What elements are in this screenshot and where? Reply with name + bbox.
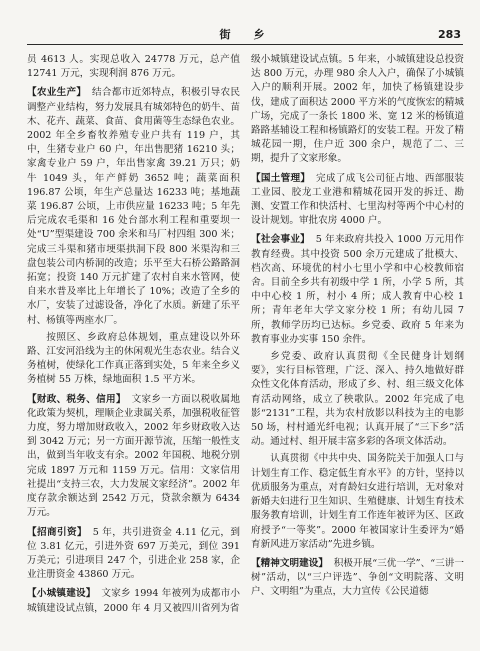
paragraph-continuation <box>27 53 240 81</box>
paragraph-text: 认真贯彻《中共中央、国务院关于加强人口与计划生育工作、稳定低生育水平》的方针，坚持以优质服务为重点，对育龄妇女进行培训，无对象对新婚夫妇进行卫生知识、生殖健康、计划生育技术服务教育培训，计划生育工作连年被评为区、区政府授予“一等奖”。2000 年被国家计生委评为“婚育新风进万家活动”先进乡镇。 <box>251 453 464 550</box>
running-header <box>27 28 463 45</box>
right-column <box>251 53 464 645</box>
section-land-management <box>251 172 464 229</box>
paragraph-text: 文家乡 1994 年被列为成都市小城镇建设试点镇，2000 年 4 月又被四川省列为省 <box>27 588 240 614</box>
section-heading: 【财政、税务、信用】 <box>27 393 126 405</box>
paragraph-text: 完成了成飞公司征占地、西部服装工业园、胶龙工业港和精城花园开发的拆迁、勘测、安置工作和快活村、七里沟村等两个中心村的设计规划。审批农房 4000 户。 <box>251 172 464 227</box>
paragraph-family-planning <box>251 452 464 551</box>
section-title: 街 乡 <box>219 28 271 41</box>
left-column <box>27 53 240 645</box>
paragraph-text: 员 4613 人。实现总收入 24778 万元，总产值 12741 万元，实现利润 876 万元。 <box>27 54 240 80</box>
section-investment <box>27 526 240 583</box>
section-finance <box>27 393 240 521</box>
paragraph-text: 5 年来政府共投入 1000 万元用作教育经费。其中投资 500 余万元建成了批模大、档次高、环境优的村小七里小学和中心校教师宿舍。目前全乡共有初级中学 1 所，小学 5 所，其中中心校 1 所，村小 4 所；成人教育中心校 1 所；青年老年大学文家分校 1 所；有幼儿园 7 所，教师学历均已达标。乡党委、政府 5 年来为教育事业办实事 150 余件。 <box>251 234 464 345</box>
section-spiritual-civilization <box>251 557 464 600</box>
section-heading: 【招商引资】 <box>27 526 87 538</box>
paragraph-text: 5 年，共引进资金 4.11 亿元，到位 3.81 亿元，引进外资 697 万美元，到位 391 万美元；引进项目 247 个，引进企业 258 家，企业注册资金 43860 万元。 <box>27 526 240 581</box>
paragraph-text: 积极开展“三优一学”、“三讲一树”活动，以“三户评选”、争创“文明院落、文明户、文明组”为重点，大力宣传《公民道德 <box>251 557 464 598</box>
paragraph-culture-sports <box>251 350 464 449</box>
section-heading: 【精神文明建设】 <box>251 557 328 569</box>
paragraph-text: 按照区、乡政府总体规划，重点建设以外环路、江安河沿线为主的休闲观光生态农业。结合义务植树，使绿化工作真正落到实处，5 年来全乡义务植树 55 万株，绿地面积 1.5 平方米。 <box>27 331 240 386</box>
paragraph-text: 级小城镇建设试点镇。5 年来，小城镇建设总投资达 800 万元，办理 980 余人入户，确保了小城镇入户的顺利开展。2002 年，加快了杨镇建设步伐，建成了面积达 2000 平方米的气度恢宏的精城广场，完成了一条长 1800 米、宽 12 米的杨镇道路路基辅设工程和杨镇路灯的安装工程。开发了精城花园一期，住户近 300 余户，规范了二、三期，提升了文家形象。 <box>251 54 464 165</box>
section-town-construction <box>27 587 240 615</box>
page-number: 283 <box>438 28 461 41</box>
paragraph-continuation <box>251 53 464 167</box>
paragraph-greening <box>27 331 240 388</box>
paragraph-text: 结合都市近郊特点，积极引导农民调整产业结构，努力发展具有城郊特色的奶牛、苗木、花卉、蔬菜、食苗、食用菌等生态绿色农业。2002 年全乡畜牧养殖专业户共有 119 户，其中，生猪专业户 60 户，年出售肥猪 16210 头；家禽专业户 59 户，年出售家禽 39.21 万只；奶牛 1049 头，年产鲜奶 3652 吨；蔬菜面积 196.87 公顷，年生产总量达 16233 吨；基地蔬菜 196.87 公顷，上市供应量 16233 吨；5 年先后完成农毛渠和 16 处台部水利工程和重要坝一处“U”型渠建设 700 余米和马厂村四组 300 米；完成三斗渠和猪市埂渠拱洞下段 800 米渠沟和三盘包装公司内桥洞的改造；乐平至大石桥公路路洞拓宽；投资 140 万元扩建了农村自来水管网，使自来水普及率比上年增长了 10%；改造了全乡的水厂，安装了过滤设备，净化了水质。新建了乐平村、杨镇等两座水厂。 <box>27 87 240 326</box>
paragraph-text: 文家乡一方面以税收属地化政策为契机，理顺企业隶属关系，加强税收征管力度，努力增加财政收入，2002 年乡财政收入达到 3042 万元；另一方面开源节流，压缩一般性支出，做到当年收支有余。2002 年国税、地税分别完成 1897 万元和 1159 万元。信用：文家信用社提出“支持三农，大力发展文家经济”。2002 年度存款余额达到 2542 万元，贷款余额为 6434 万元。 <box>27 393 240 519</box>
section-heading: 【社会事业】 <box>251 234 310 246</box>
section-agriculture <box>27 86 240 327</box>
section-social-affairs <box>251 233 464 347</box>
paragraph-text: 乡党委、政府认真贯彻《全民健身计划纲要》，实行目标管理，广泛、深入、持久地做好群众性文化体育活动，形成了乡、村、组三级文化体育活动网络，成立了秧歌队。2002 年完成了电影“2131”工程，共为农村放影以科技为主的电影 50 场，村村通光纤电视；认真开展了“三下乡”活动。通过村、组开展丰富多彩的各项文体活动。 <box>251 351 464 448</box>
section-heading: 【农业生产】 <box>27 87 87 99</box>
section-heading: 【小城镇建设】 <box>27 588 96 600</box>
section-heading: 【国土管理】 <box>251 172 311 184</box>
